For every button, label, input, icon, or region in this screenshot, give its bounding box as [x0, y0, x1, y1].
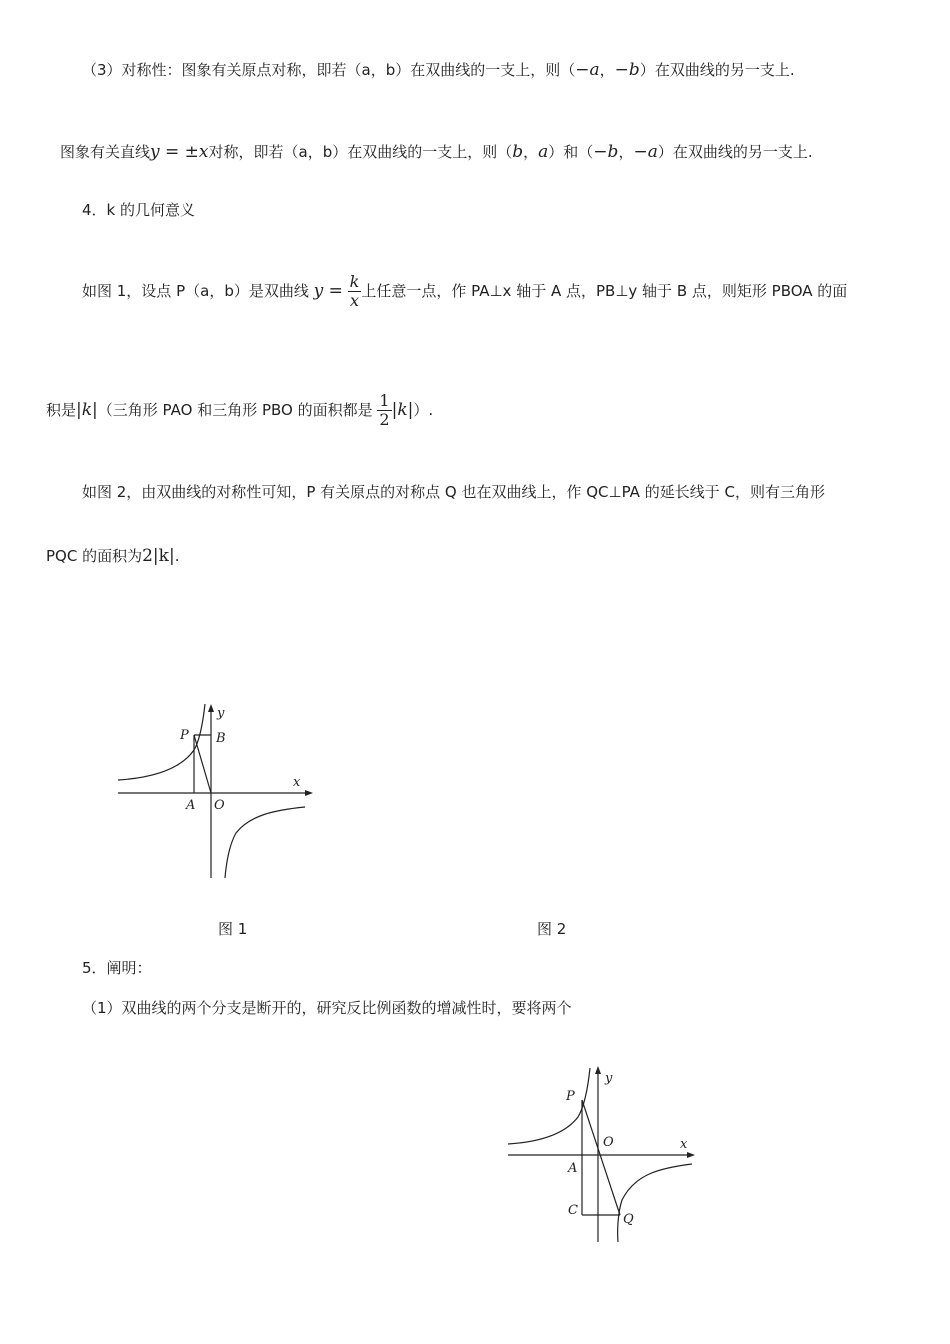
label-x: x [293, 775, 301, 790]
text: ）在双曲线的另一支上. [657, 143, 813, 161]
x-arrow [305, 790, 313, 796]
numerator: 1 [379, 391, 390, 410]
y-arrow [208, 704, 214, 712]
figure1-paragraph [82, 272, 847, 310]
text: ）和（ [548, 143, 594, 161]
label-O: O [603, 1135, 614, 1150]
label-A: A [186, 798, 196, 813]
text: 对称，即若（a，b）在双曲线的一支上，则（ [208, 143, 513, 161]
text: 上任意一点，作 PA⊥x 轴于 A 点，PB⊥y 轴于 B 点，则矩形 PBOA 的面 [361, 282, 848, 300]
figure2-paragraph-line2 [46, 546, 179, 566]
math-2-abs-k: 2|k| [142, 546, 175, 566]
symmetry-origin-line [82, 60, 795, 80]
label-P: P [180, 728, 189, 743]
figure-1-graph [110, 700, 320, 885]
segment-PQ [582, 1100, 620, 1215]
text: ）. [413, 401, 434, 419]
symmetry-line-paragraph [60, 142, 813, 162]
section-4-title: 4．k 的几何意义 [82, 201, 195, 219]
separator: ， [618, 143, 634, 161]
math-abs-k: |k| [391, 400, 414, 420]
section-5-item-1: （1）双曲线的两个分支是断开的，研究反比例函数的增减性时，要将两个 [82, 999, 572, 1017]
math-b: b [512, 142, 524, 162]
y-arrow [595, 1066, 601, 1074]
section-5-title: 5．阐明： [82, 959, 152, 977]
text: 图象有关直线 [60, 143, 151, 161]
text: 如图 1，设点 P（a，b）是双曲线 [82, 282, 309, 300]
text: （三角形 PAO 和三角形 PBO 的面积都是 [97, 401, 373, 419]
math-neg-a: −a [575, 60, 600, 80]
figure-2-graph [500, 1062, 700, 1247]
numerator: k [349, 272, 360, 291]
denominator: 2 [379, 410, 390, 429]
separator: ， [523, 143, 539, 161]
math-neg-b: −b [593, 142, 619, 162]
hyperbola-branch-2 [508, 1068, 590, 1144]
caption-figure-2: 图 2 [537, 920, 567, 938]
label-C: C [568, 1203, 578, 1218]
math-y-pm-x: y = ±x [150, 142, 209, 162]
denominator: x [350, 291, 360, 310]
fraction-k-over-x [348, 273, 362, 310]
separator: ， [599, 61, 615, 79]
math-abs-k: |k| [76, 400, 98, 420]
hyperbola-branch-4 [225, 807, 305, 878]
label-B: B [216, 731, 226, 746]
area-paragraph [46, 390, 433, 430]
label-A: A [568, 1161, 578, 1176]
text: （3）对称性：图象有关原点对称，即若（a，b）在双曲线的一支上，则（ [82, 61, 576, 79]
label-Q: Q [623, 1212, 634, 1227]
text: PQC 的面积为 [46, 547, 143, 565]
segment-PO [194, 735, 211, 793]
label-P: P [566, 1089, 575, 1104]
figure2-paragraph-line1: 如图 2，由双曲线的对称性可知，P 有关原点的对称点 Q 也在双曲线上，作 QC⊥PA 的延长线于 C，则有三角形 [82, 483, 825, 501]
label-y: y [217, 706, 225, 721]
hyperbola-branch-4 [618, 1164, 692, 1242]
math-a: a [538, 142, 549, 162]
text: . [174, 547, 180, 565]
math-y-equals: y = [313, 281, 343, 301]
math-neg-a: −a [633, 142, 658, 162]
hyperbola-branch-2 [118, 704, 205, 780]
fraction-one-half [377, 392, 391, 429]
x-arrow [687, 1152, 695, 1158]
label-O: O [214, 798, 225, 813]
text: ）在双曲线的另一支上. [639, 61, 795, 79]
text: 积是 [46, 401, 77, 419]
label-y: y [605, 1071, 613, 1086]
label-x: x [680, 1137, 688, 1152]
caption-figure-1: 图 1 [218, 920, 248, 938]
math-neg-b: −b [614, 60, 640, 80]
